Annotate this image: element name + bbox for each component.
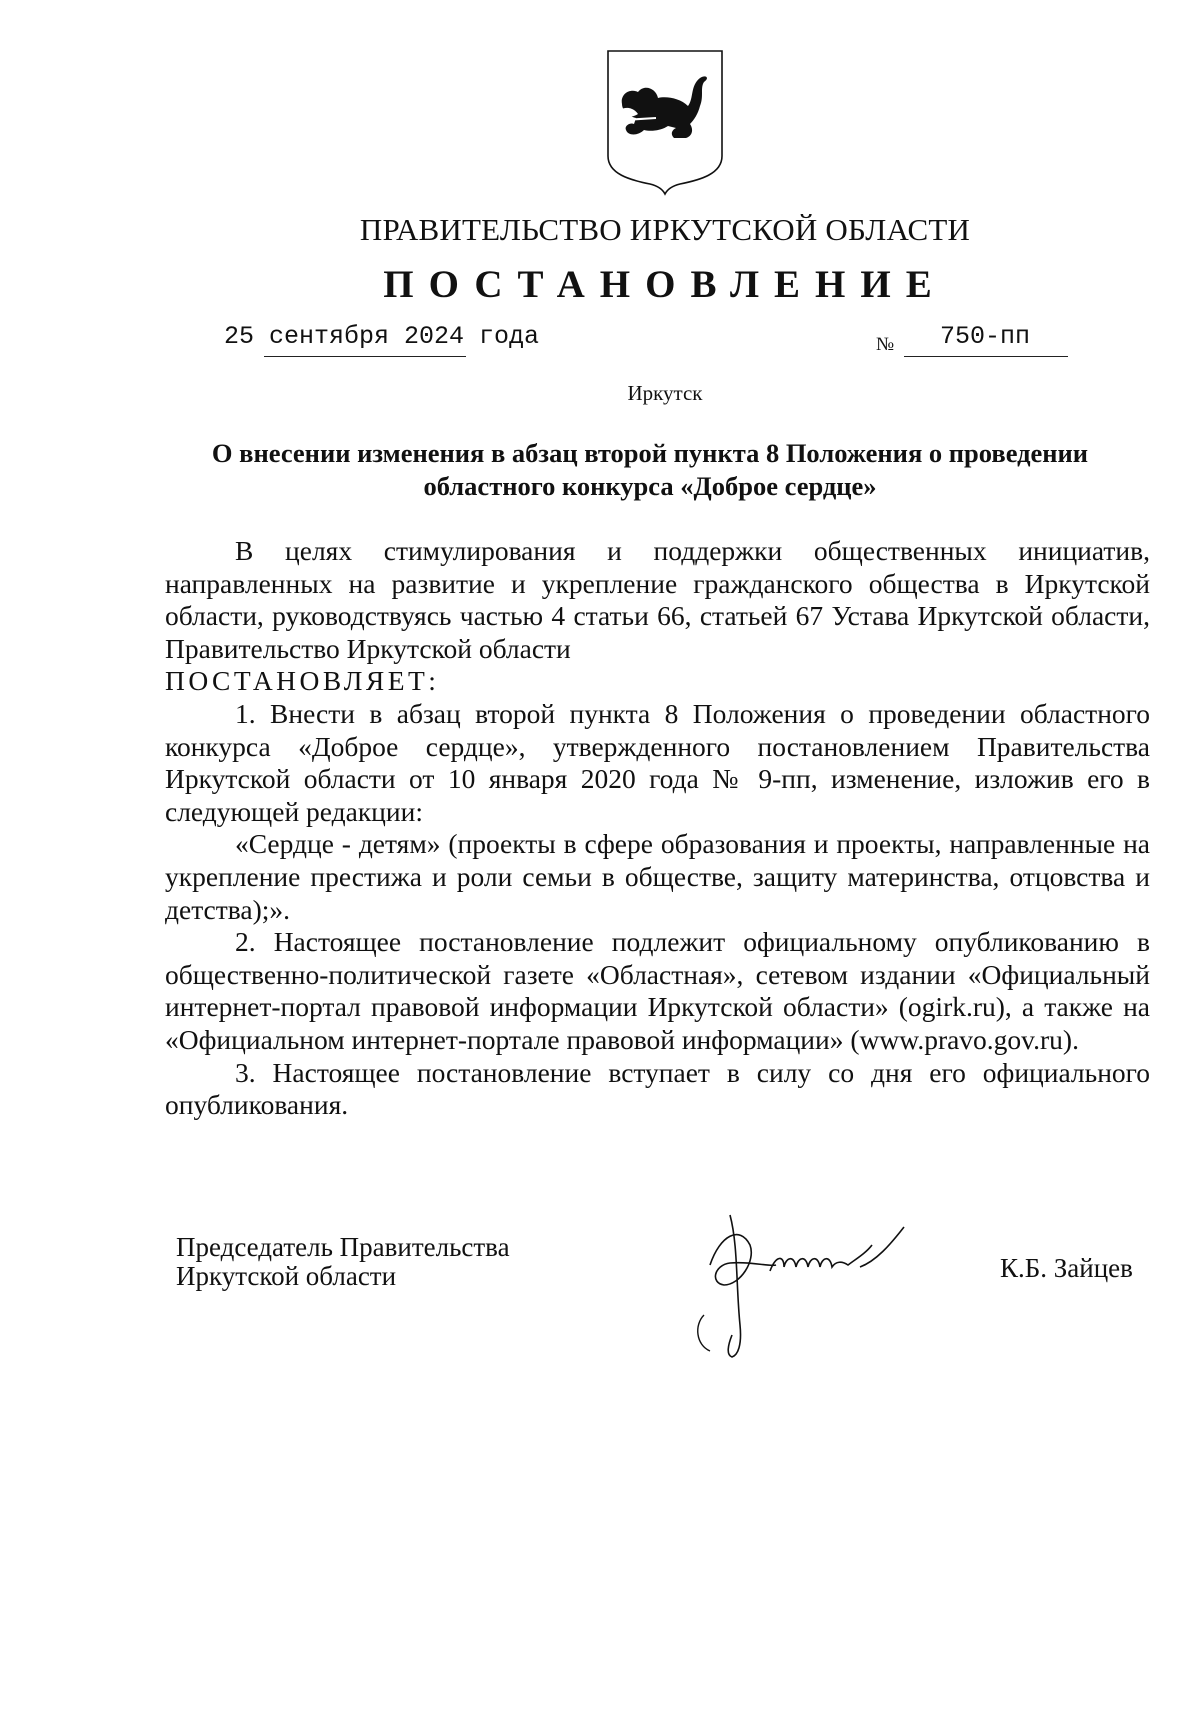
signer-position bbox=[176, 1233, 510, 1291]
item-1-paragraph: 1. Внести в абзац второй пункта 8 Положения о проведении областного конкурса «Доброе сердце», утвержденного постановлением Правительства Иркутской области от 10 января 2020 года № 9-пп, изменение, изложив его в следующей редакции: bbox=[165, 697, 1150, 827]
document-number: 750-пп bbox=[940, 322, 1031, 351]
quoted-text-paragraph: «Сердце - детям» (проекты в сфере образования и проекты, направленные на укрепление престижа и роли семьи в обществе, защиту материнства, отцовства и детства);». bbox=[165, 828, 1150, 925]
document-type: ПОСТАНОВЛЕНИЕ bbox=[383, 263, 947, 306]
document-title: О внесении изменения в абзац второй пункта 8 Положения о проведении областного конкурса «Доброе сердце» bbox=[211, 438, 1089, 501]
organization-name: ПРАВИТЕЛЬСТВО ИРКУТСКОЙ ОБЛАСТИ bbox=[359, 212, 971, 247]
number-underline bbox=[904, 356, 1068, 357]
city: Иркутск bbox=[627, 381, 703, 405]
handwritten-signature bbox=[680, 1205, 980, 1365]
signer-name: К.Б. Зайцев bbox=[1000, 1253, 1133, 1283]
document-date: 25 сентября 2024 года bbox=[224, 322, 540, 351]
decree-word: ПОСТАНОВЛЯЕТ: bbox=[165, 665, 440, 697]
item-3-paragraph: 3. Настоящее постановление вступает в силу со дня его официального опубликования. bbox=[165, 1056, 1150, 1121]
signer-position-line-2: Иркутской области bbox=[176, 1261, 397, 1291]
preamble-paragraph: В целях стимулирования и поддержки общественных инициатив, направленных на развитие и укрепление гражданского общества в Иркутской области, руководствуясь частью 4 статьи 66, статьей 67 Устава Иркутской области, Правительство Иркутской области bbox=[165, 535, 1150, 664]
document-body bbox=[165, 535, 1150, 1122]
number-sign: № bbox=[876, 334, 895, 355]
signer-position-line-1: Председатель Правительства bbox=[176, 1232, 510, 1262]
date-underline bbox=[264, 356, 466, 357]
item-2-paragraph: 2. Настоящее постановление подлежит официальному опубликованию в общественно-политической газете «Областная», сетевом издании «Официальный интернет-портал правовой информации Иркутской области» (ogirk.ru), а также на «Официальном интернет-портале правовой информации» (www.pravo.gov.ru). bbox=[165, 926, 1150, 1055]
irkutsk-coat-of-arms-icon bbox=[604, 48, 726, 196]
